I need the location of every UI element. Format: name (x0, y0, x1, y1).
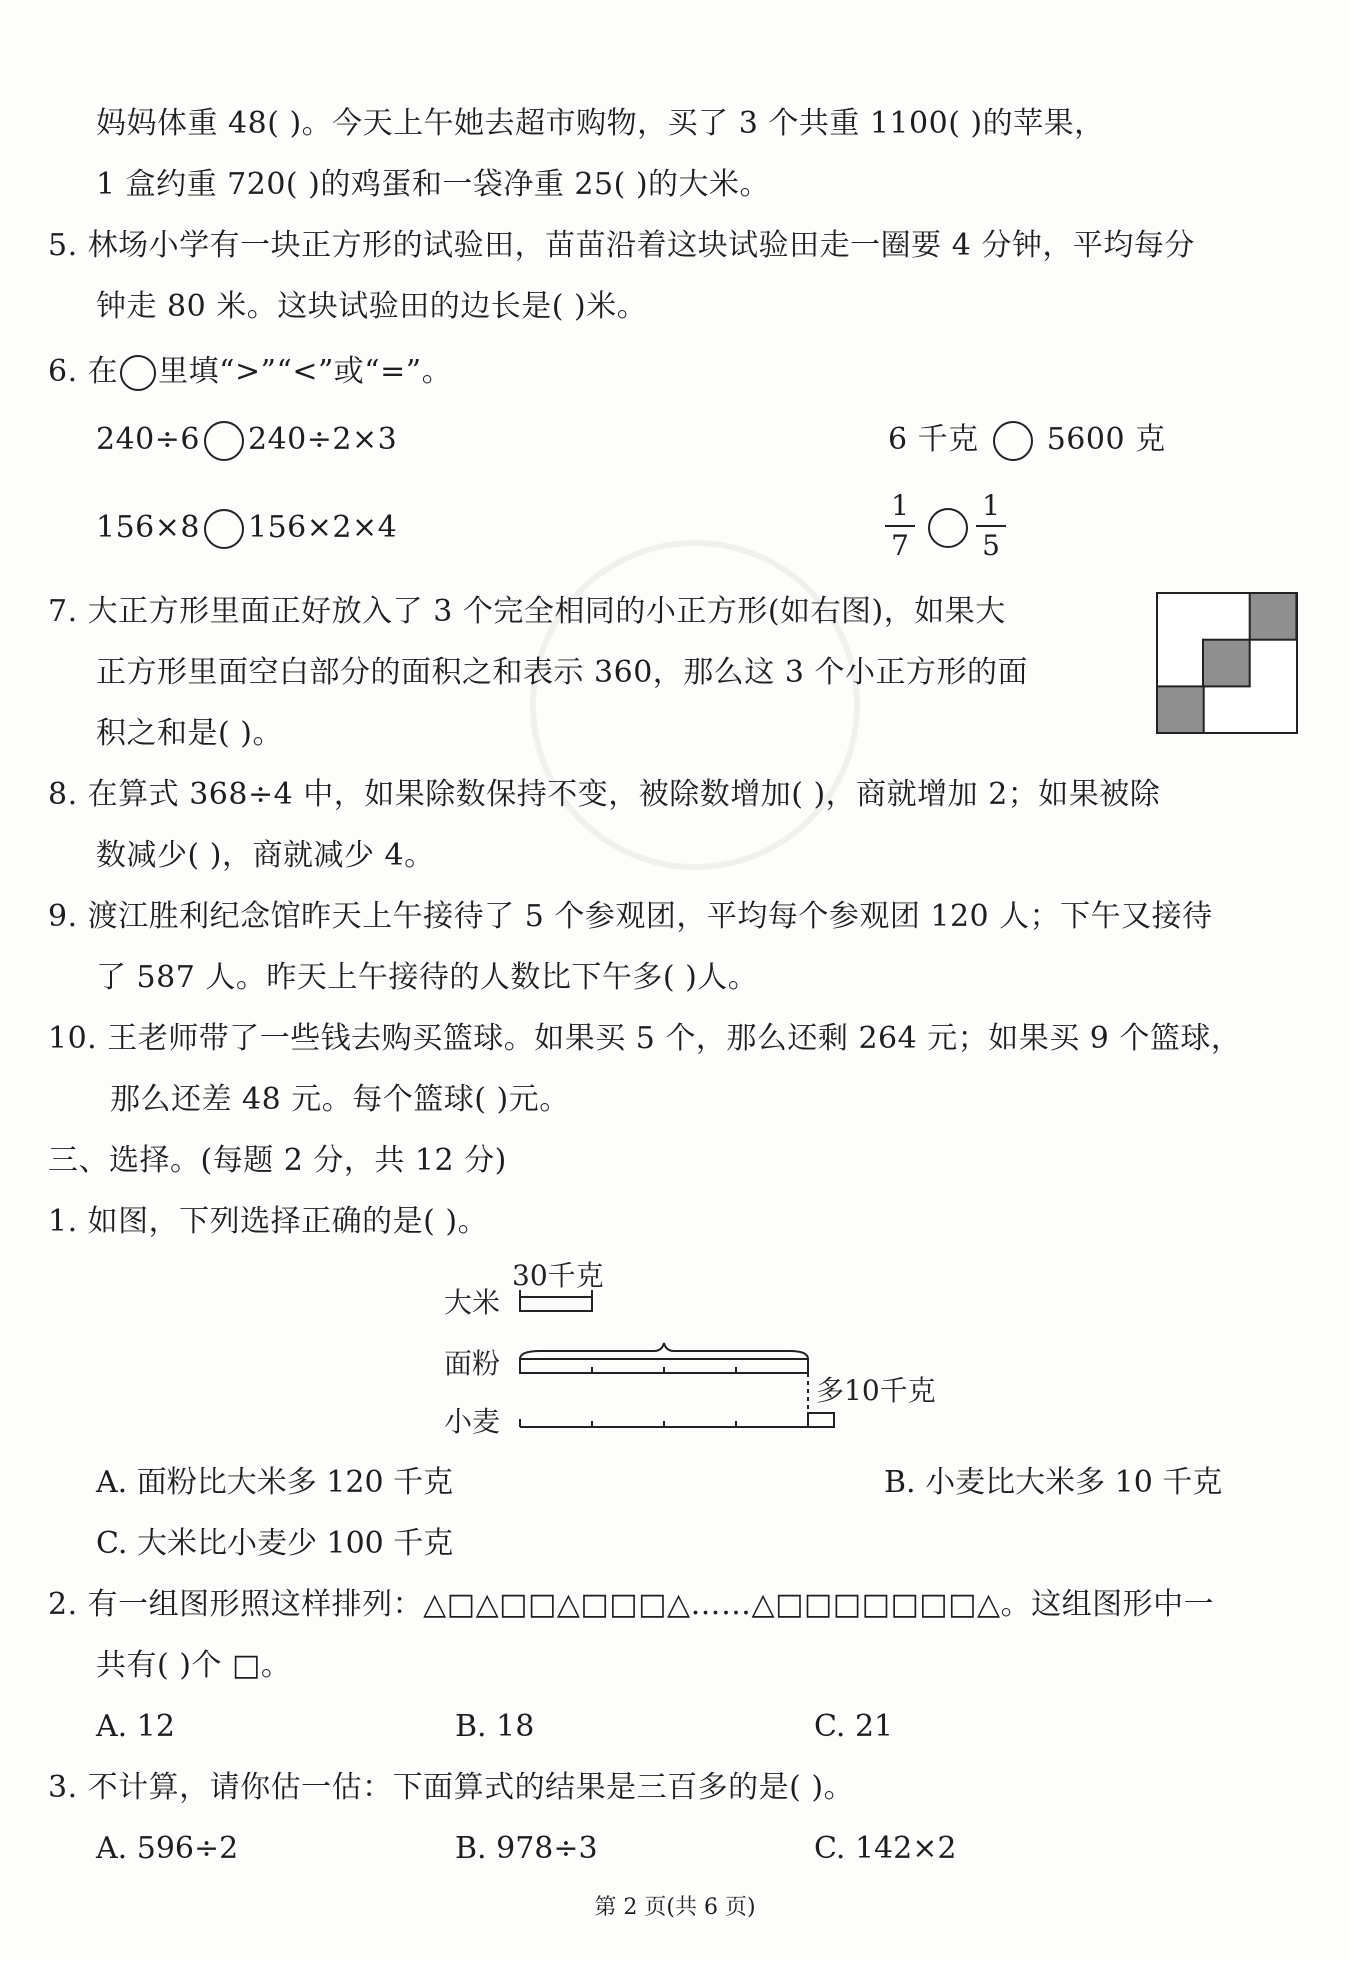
q6-prompt (48, 352, 452, 392)
flour-brace (520, 1343, 808, 1359)
q10-line-1: 10. 王老师带了一些钱去购买篮球。如果买 5 个，那么还剩 264 元；如果买 9 个篮球， (48, 1021, 1242, 1056)
q8-line-2: 数减少( )，商就减少 4。 (96, 838, 435, 873)
q9-line-2: 了 587 人。昨天上午接待的人数比下午多( )人。 (96, 960, 759, 995)
q6-item-1 (96, 420, 397, 461)
q5-line-2: 钟走 80 米。这块试验田的边长是( )米。 (96, 289, 648, 324)
q6-item-3-left: 156×8 (96, 510, 200, 545)
q4-line-2: 1 盒约重 720( )的鸡蛋和一袋净重 25( )的大米。 (96, 167, 771, 202)
page-footer: 第 2 页(共 6 页) (594, 1895, 756, 1920)
s3-q1-option-c[interactable]: C. 大米比小麦少 100 千克 (96, 1526, 454, 1561)
q5-line-1: 5. 林场小学有一块正方形的试验田，苗苗沿着这块试验田走一圈要 4 分钟，平均每分 (48, 228, 1195, 263)
fraction-denominator: 7 (891, 529, 909, 562)
q9-line-1: 9. 渡江胜利纪念馆昨天上午接待了 5 个参观团，平均每个参观团 120 人；下午又接待 (48, 899, 1213, 934)
q7-line-2: 正方形里面空白部分的面积之和表示 360，那么这 3 个小正方形的面 (96, 655, 1028, 690)
s3-q3-option-a[interactable]: A. 596÷2 (96, 1831, 239, 1866)
fraction-bar (885, 525, 915, 527)
diagram-extra-label: 多10千克 (816, 1374, 936, 1407)
s3-q1-option-a[interactable]: A. 面粉比大米多 120 千克 (96, 1465, 454, 1500)
fraction-bar (976, 525, 1006, 527)
q6-item-2 (888, 420, 1166, 461)
diagram-wheat-label: 小麦 (444, 1405, 501, 1438)
s3-q1-option-b[interactable]: B. 小麦比大米多 10 千克 (884, 1465, 1223, 1500)
small-square-bottom (1157, 686, 1204, 733)
bar-diagram (430, 1255, 970, 1455)
section-3-title: 三、选择。(每题 2 分，共 12 分) (48, 1143, 507, 1178)
fraction-numerator: 1 (982, 489, 1000, 522)
q6-item-1-answer-circle[interactable] (204, 421, 244, 461)
small-square-top (1250, 593, 1297, 640)
q6-prompt-prefix: 6. 在 (48, 354, 119, 389)
squares-figure (1156, 592, 1298, 734)
s3-q3-option-c[interactable]: C. 142×2 (814, 1831, 957, 1866)
wheat-extra-segment (808, 1413, 834, 1427)
q7-line-1: 7. 大正方形里面正好放入了 3 个完全相同的小正方形(如右图)，如果大 (48, 594, 1006, 629)
q6-item-2-right: 5600 克 (1046, 422, 1166, 457)
q4-line-1: 妈妈体重 48( )。今天上午她去超市购物，买了 3 个共重 1100( )的苹果， (96, 106, 1105, 141)
diagram-rice-label: 大米 (444, 1286, 501, 1319)
q6-item-3 (96, 508, 397, 549)
watermark-emblem (530, 540, 860, 870)
s3-q3-option-b[interactable]: B. 978÷3 (455, 1831, 598, 1866)
q6-item-4-answer-circle[interactable] (928, 508, 968, 548)
q6-item-3-answer-circle[interactable] (204, 509, 244, 549)
q6-item-2-answer-circle[interactable] (993, 421, 1033, 461)
rice-bar (520, 1297, 592, 1311)
s3-q3-stem: 3. 不计算，请你估一估：下面算式的结果是三百多的是( )。 (48, 1770, 855, 1805)
s3-q2-option-c[interactable]: C. 21 (814, 1709, 894, 1744)
q6-item-3-right: 156×2×4 (247, 510, 398, 545)
q7-line-3: 积之和是( )。 (96, 716, 283, 751)
s3-q1-stem: 1. 如图，下列选择正确的是( )。 (48, 1204, 489, 1239)
q6-fraction-right (974, 490, 1008, 562)
small-square-middle (1203, 640, 1250, 687)
fraction-denominator: 5 (982, 529, 1000, 562)
q10-line-2: 那么还差 48 元。每个篮球( )元。 (110, 1082, 570, 1117)
diagram-flour-label: 面粉 (444, 1347, 501, 1380)
q8-line-1: 8. 在算式 368÷4 中，如果除数保持不变，被除数增加( )，商就增加 2；如果被除 (48, 777, 1161, 812)
compare-circle-icon (120, 355, 156, 391)
q6-prompt-suffix: 里填“>”“<”或“=”。 (158, 354, 453, 389)
diagram-rice-value: 30千克 (512, 1259, 604, 1292)
q6-fraction-left (883, 490, 917, 562)
s3-q2-option-b[interactable]: B. 18 (455, 1709, 535, 1744)
s3-q2-stem-line-2: 共有( )个 □。 (96, 1648, 292, 1683)
q6-item-1-left: 240÷6 (96, 422, 200, 457)
s3-q2-stem-line-1: 2. 有一组图形照这样排列：△□△□□△□□□△……△□□□□□□□△。这组图形中一 (48, 1587, 1215, 1622)
q6-item-1-right: 240÷2×3 (247, 422, 398, 457)
q6-item-2-left: 6 千克 (888, 422, 979, 457)
s3-q2-option-a[interactable]: A. 12 (96, 1709, 175, 1744)
fraction-numerator: 1 (891, 489, 909, 522)
